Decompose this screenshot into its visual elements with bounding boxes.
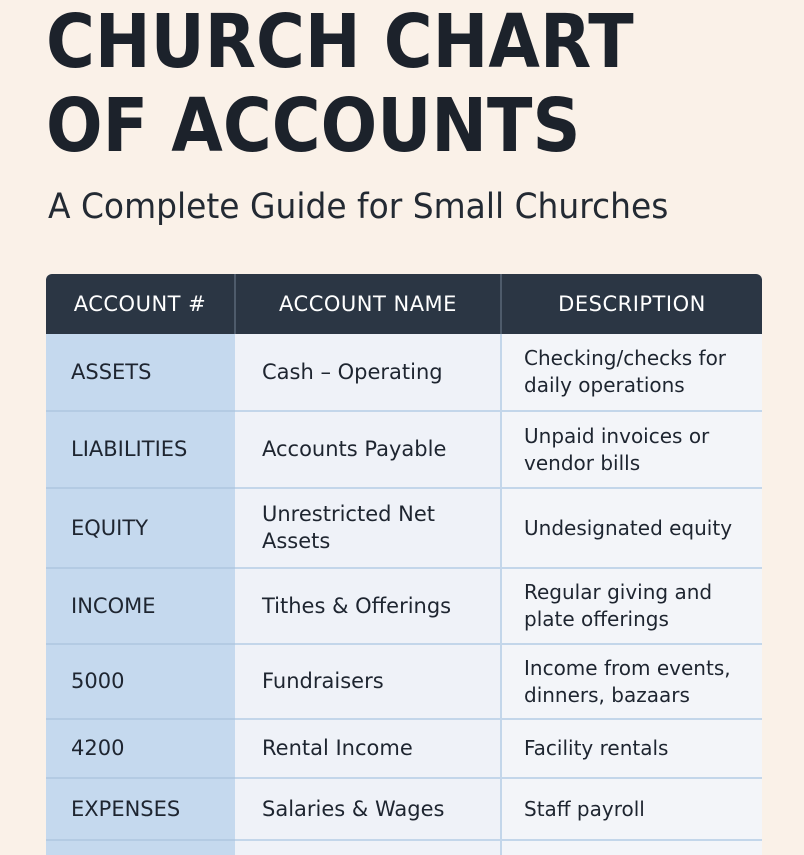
account-number-cell: 4200 — [46, 719, 235, 778]
description-cell: Income from events, dinners, bazaars — [501, 644, 762, 719]
table-row — [46, 568, 762, 644]
account-name-cell: Tithes & Offerings — [235, 568, 501, 644]
account-name-cell: Unrestricted Net Assets — [235, 488, 501, 568]
column-header-account-name: ACCOUNT NAME — [235, 274, 501, 334]
description-cell: Staff payroll — [501, 778, 762, 840]
description-cell — [501, 840, 762, 855]
account-name-cell: Cash – Operating — [235, 334, 501, 411]
table-row — [46, 719, 762, 778]
table-row — [46, 840, 762, 855]
title-line-2: OF ACCOUNTS — [46, 83, 581, 169]
title-line-1: CHURCH CHART — [46, 0, 634, 85]
chart-of-accounts-table — [46, 274, 762, 855]
account-name-cell — [235, 840, 501, 855]
page-title — [46, 0, 634, 168]
account-name-cell: Rental Income — [235, 719, 501, 778]
table-row — [46, 644, 762, 719]
description-cell: Undesignated equity — [501, 488, 762, 568]
account-number-cell: EXPENSES — [46, 778, 235, 840]
account-name-cell: Salaries & Wages — [235, 778, 501, 840]
account-number-cell — [46, 840, 235, 855]
table-row — [46, 411, 762, 488]
description-cell: Facility rentals — [501, 719, 762, 778]
column-header-account-number: ACCOUNT # — [46, 274, 235, 334]
table-row — [46, 334, 762, 411]
account-number-cell: ASSETS — [46, 334, 235, 411]
account-name-cell: Accounts Payable — [235, 411, 501, 488]
column-header-description: DESCRIPTION — [501, 274, 762, 334]
account-number-cell: INCOME — [46, 568, 235, 644]
table-header-row — [46, 274, 762, 334]
description-cell: Checking/checks for daily operations — [501, 334, 762, 411]
table-row — [46, 488, 762, 568]
table-row — [46, 778, 762, 840]
description-cell: Regular giving and plate offerings — [501, 568, 762, 644]
page-subtitle: A Complete Guide for Small Churches — [48, 187, 669, 227]
description-cell: Unpaid invoices or vendor bills — [501, 411, 762, 488]
account-number-cell: LIABILITIES — [46, 411, 235, 488]
account-number-cell: 5000 — [46, 644, 235, 719]
account-number-cell: EQUITY — [46, 488, 235, 568]
account-name-cell: Fundraisers — [235, 644, 501, 719]
